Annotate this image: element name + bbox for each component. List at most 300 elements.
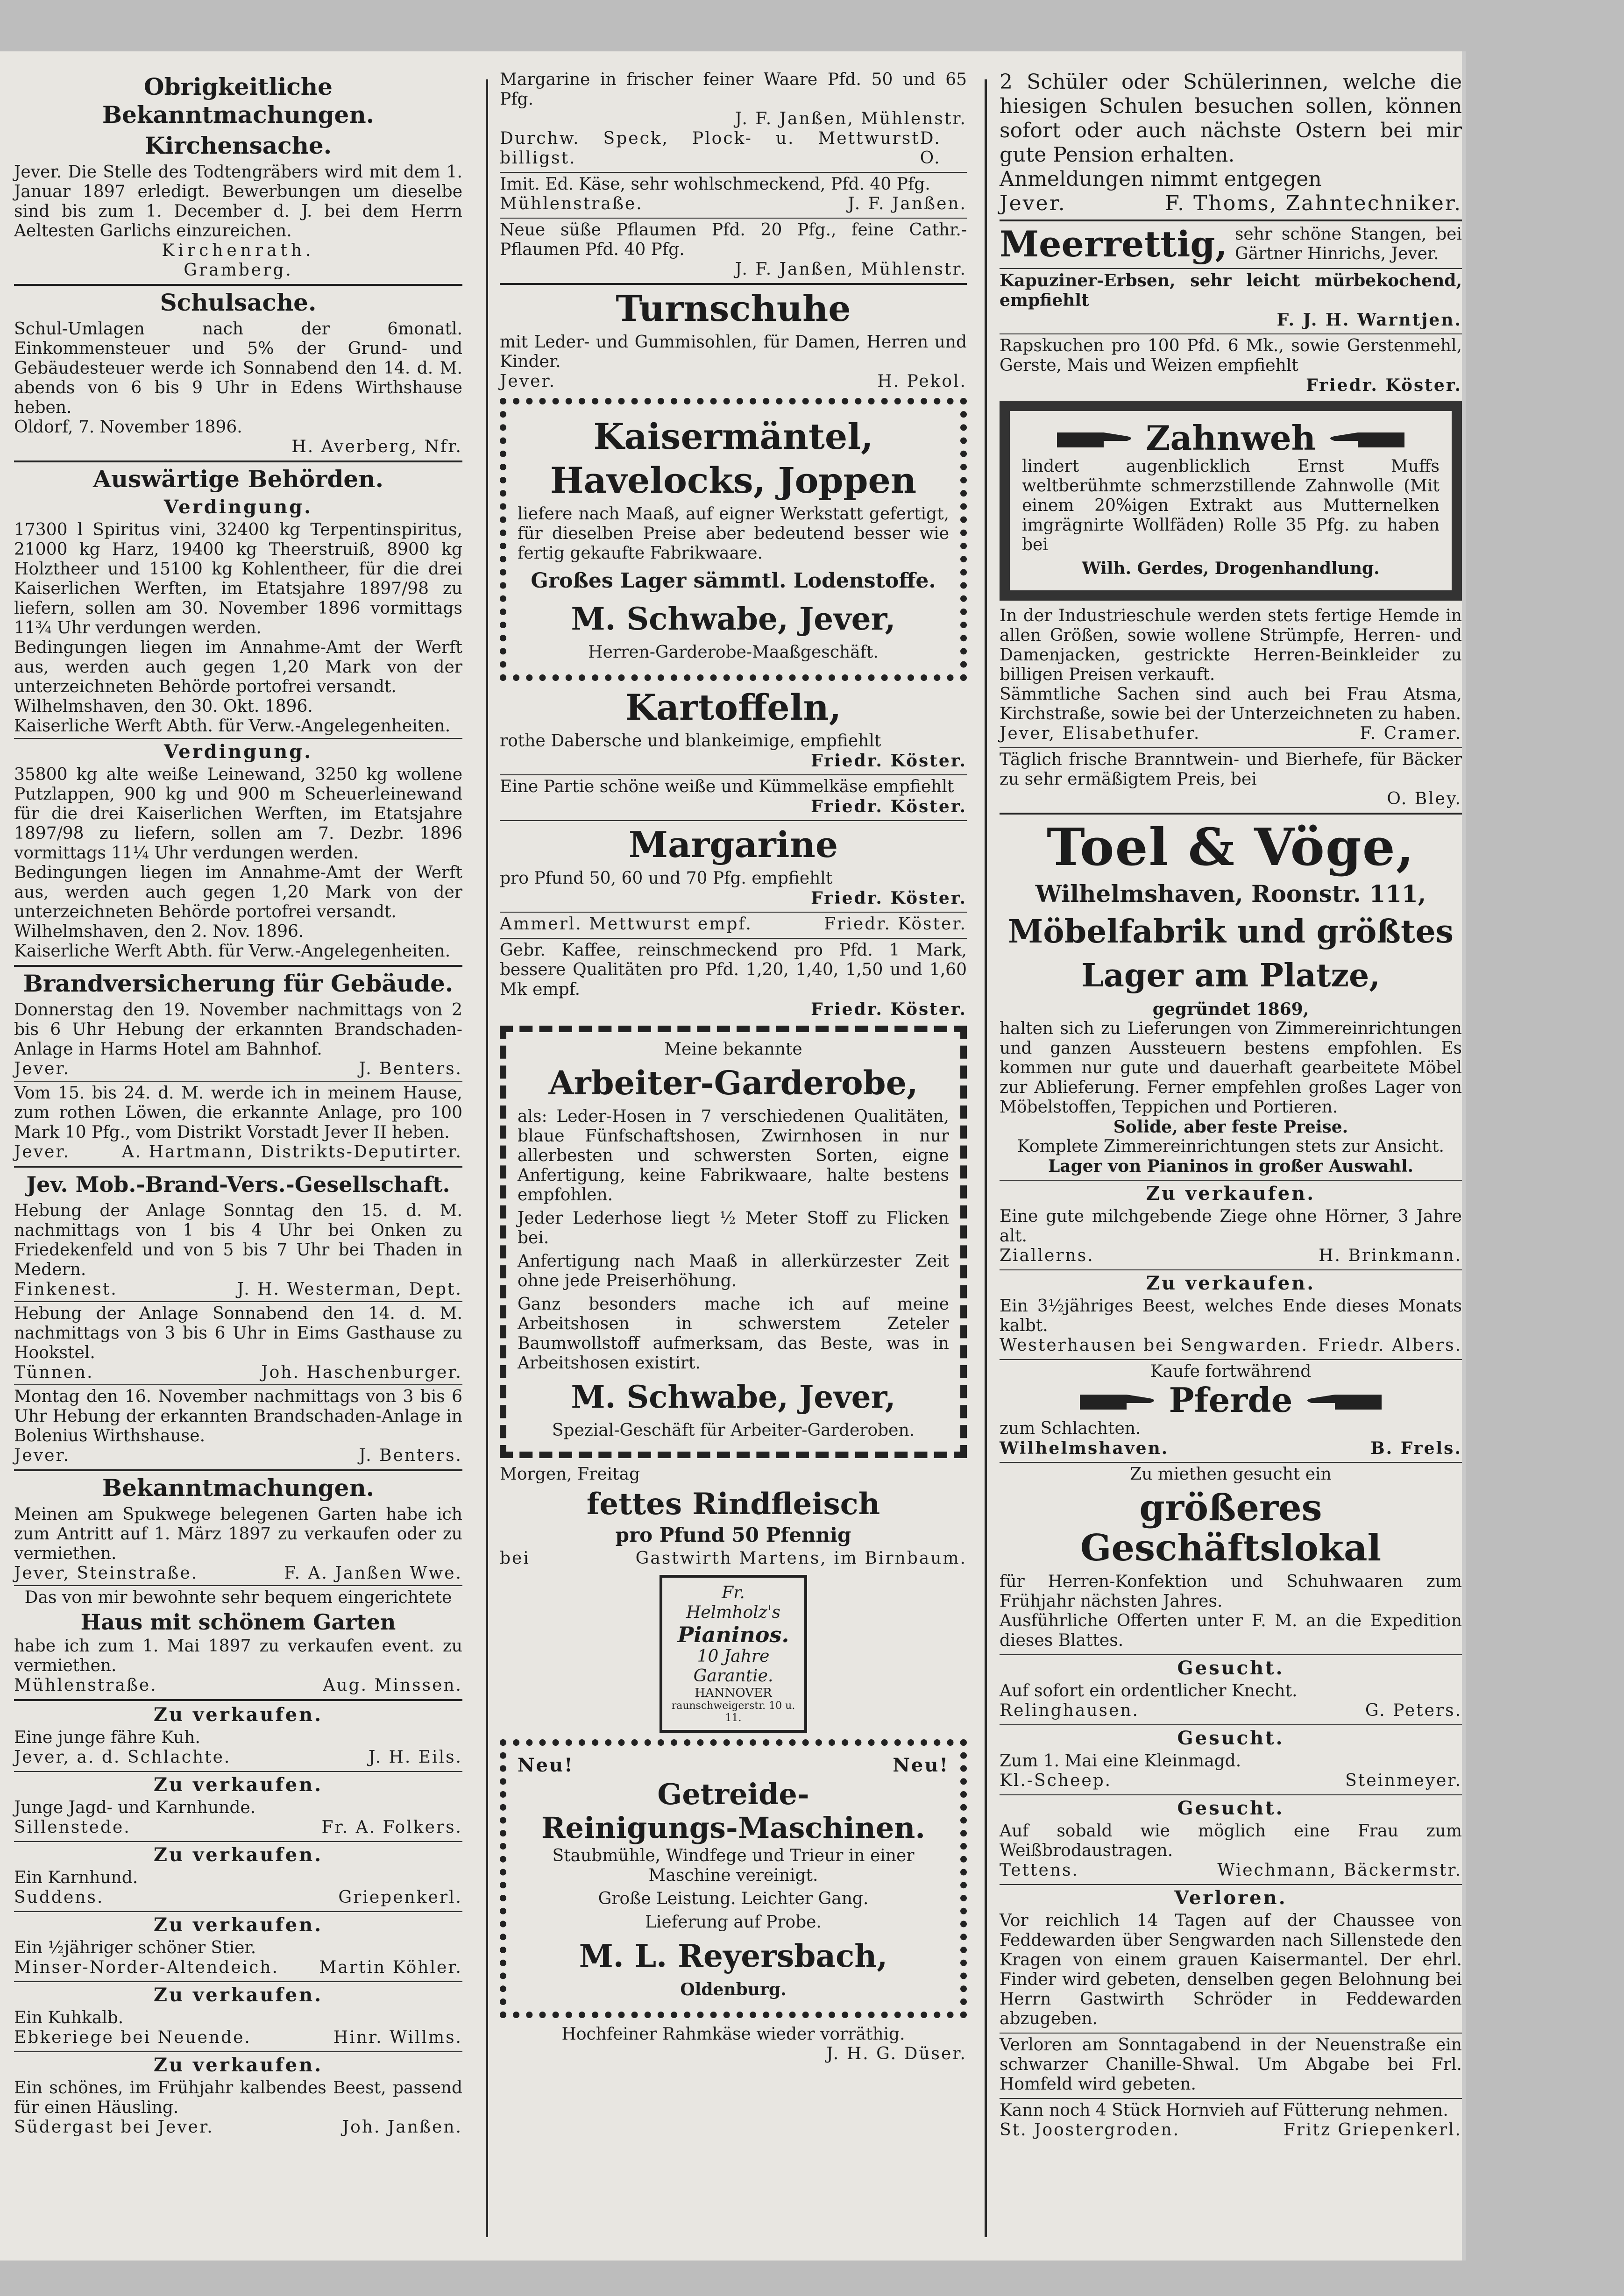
ad-title: Kaisermäntel, — [593, 416, 873, 457]
ad-title: Reinigungs-Maschinen. — [541, 1811, 925, 1845]
sig-name: Friedr. Köster. — [824, 914, 967, 934]
ad-verloren — [1000, 1887, 1462, 2029]
sig-place: Tettens. — [1000, 1861, 1079, 1880]
ad-title: Zu verkaufen. — [153, 1704, 323, 1726]
ad-text: halten sich zu Lieferungen von Zimmereinrichtungen und ganzen Aussteuern bestens empfohlen. Es kommen nur gute und dauerhaft gearbeitete Möbel zur Ablieferung. Ferner empfehlen großes Lager von Möbelstoffen, Teppichen und Portieren. — [1000, 1019, 1462, 1117]
ad-text: Jever. Die Stelle des Todtengräbers wird mit dem 1. Januar 1897 erledigt. Bewerbungen um dieselbe sind bis zum 1. December d. J. bei dem Herrn Aeltesten Garlichs einzureichen. — [14, 163, 462, 241]
ad-text: Jeder Lederhose liegt ½ Meter Stoff zu Flicken bei. — [518, 1209, 949, 1247]
divider — [1000, 1794, 1462, 1795]
ad-text: Rapskuchen pro 100 Pfd. 6 Mk., sowie Gerstenmehl, Gerste, Mais und Weizen empfiehlt — [1000, 336, 1462, 375]
ad-text: Bedingungen liegen im Annahme-Amt der Werft aus, werden auch gegen 1,20 Mark von der unterzeichneten Behörde portofrei versandt. — [14, 863, 462, 921]
ad-bekanntmachungen — [14, 1474, 462, 1695]
ad-signature — [14, 2118, 462, 2137]
ad-signature — [14, 1748, 462, 1767]
ad-city: Oldenburg. — [680, 1980, 787, 1999]
sig-name: Fr. A. Folkers. — [321, 1818, 462, 1837]
ad-gesucht-frau — [1000, 1797, 1462, 1880]
divider — [14, 1841, 462, 1842]
ad-text: Sämmtliche Sachen sind auch bei Frau Atsma, Kirchstraße, sowie bei der Unterzeichneten zu haben. — [1000, 685, 1462, 723]
ad-signature: O. Bley. — [1387, 789, 1462, 808]
ad-text: 2 Schüler oder Schülerinnen, welche die hiesigen Schulen besuchen sollen, können sofort oder auch nächste Ostern bei mir gute Pension erhalten. — [1000, 70, 1462, 167]
ad-firm: M. Schwabe, Jever, — [571, 1379, 896, 1415]
divider — [14, 1771, 462, 1772]
column-3 — [1000, 70, 1462, 2144]
ad-schulsache — [14, 289, 462, 457]
ad-text: Hebung der Anlage Sonnabend den 14. d. M. nachmittags von 3 bis 6 Uhr in Eims Gasthause zu Hookstel. — [14, 1304, 462, 1362]
ad-zu-verkaufen — [14, 1984, 462, 2048]
ad-text: als: Leder-Hosen in 7 verschiedenen Qualitäten, blaue Fünfschaftshosen, Zwirnhosen in nur allerbesten und schwersten Sorten, eigne Anfertigung, keine Fabrikwaare, halte bestens empfohlen. — [518, 1107, 949, 1205]
ad-meerrettig — [1000, 224, 1462, 264]
sig-place: Jever, a. d. Schlachte. — [14, 1748, 231, 1767]
ad-firm: M. L. Reyersbach, — [579, 1938, 888, 1974]
ad-kaese — [500, 175, 967, 214]
ad-badges — [518, 1754, 949, 1776]
ad-text: Ein ½jähriger schöner Stier. — [14, 1938, 256, 1957]
ad-signature — [14, 1280, 462, 1299]
ad-text: Durchw. Speck, Plock- u. Mettwurst billigst. — [500, 129, 920, 168]
sig-place: bei — [500, 1549, 530, 1568]
ad-text: Gebr. Kaffee, reinschmeckend pro Pfd. 1 Mark, bessere Qualitäten pro Pfd. 1,20, 1,40, 1,50 und 1,60 Mk empf. — [500, 941, 967, 999]
divider — [1000, 1724, 1462, 1725]
pointing-hand-icon — [1302, 1386, 1382, 1414]
ad-mettwurst — [500, 914, 967, 934]
ad-signature — [1000, 1336, 1462, 1355]
sig-name: H. Brinkmann. — [1319, 1246, 1462, 1265]
new-badge: Neu! — [518, 1754, 574, 1776]
ad-signature: J. H. G. Düser. — [826, 2044, 967, 2063]
ad-pferde — [1000, 1362, 1462, 1458]
ad-kaffee — [500, 941, 967, 1019]
divider — [14, 1081, 462, 1082]
ad-partie — [500, 777, 967, 816]
divider — [500, 172, 967, 173]
ad-subtitle: pro Pfund 50 Pfennig — [615, 1524, 851, 1546]
ad-signature: J. F. Janßen, Mühlenstr. — [735, 109, 967, 128]
ad-text: rothe Dabersche und blankeimige, empfiehlt — [500, 731, 881, 751]
ad-title: Pferde — [1169, 1380, 1293, 1420]
ad-subtitle: Spezial-Geschäft für Arbeiter-Garderoben. — [552, 1421, 915, 1440]
ad-text: Das von mir bewohnte sehr bequem eingerichtete — [24, 1588, 452, 1607]
divider — [1000, 2098, 1462, 2099]
ad-text: liefere nach Maaß, auf eigner Werkstatt gefertigt, für dieselben Preise aber bedeutend besser wie fertig gekaufte Fabrikwaare. — [518, 504, 949, 563]
ad-title: Gesucht. — [1177, 1797, 1284, 1819]
ad-text: 10 Jahre — [697, 1647, 770, 1666]
ad-text: für Herren-Konfektion und Schuhwaaren zum Frühjahr nächsten Jahres. — [1000, 1572, 1462, 1611]
ad-title: Zu verkaufen. — [153, 1774, 323, 1796]
ad-title: Pianinos. — [677, 1622, 789, 1647]
ad-title: Zu verkaufen. — [153, 1844, 323, 1866]
ad-rindfleisch — [500, 1465, 967, 1568]
ad-title: Arbeiter-Garderobe, — [548, 1063, 918, 1102]
ad-signature: Friedr. Köster. — [811, 999, 967, 1019]
ad-rapskuchen — [1000, 336, 1462, 395]
divider — [14, 1301, 462, 1302]
sig-name: H. Pekol. — [877, 372, 967, 391]
ad-text: Bedingungen liegen im Annahme-Amt der Werft aus, werden auch gegen 1,20 Mark von der unterzeichneten Behörde portofrei versandt. — [14, 638, 462, 696]
pointing-hand-icon — [1057, 424, 1136, 452]
ad-zu-verkaufen — [14, 1774, 462, 1837]
ad-signature — [1000, 1771, 1462, 1791]
ad-signature: Kaiserliche Werft Abth. für Verw.-Angelegenheiten. — [14, 716, 451, 736]
ad-geschaeftslokal — [1000, 1465, 1462, 1651]
ad-text: In der Industrieschule werden stets fertige Hemde in allen Größen, sowie wollene Strümpfe, Herren- und Damenjacken, gestrickte Herren-Beinkleider zu billigen Preisen verkauft. — [1000, 606, 1462, 684]
sig-place: Suddens. — [14, 1888, 104, 1907]
sig-name: J. H. Eils. — [368, 1748, 462, 1767]
ad-text: Komplete Zimmereinrichtungen stets zur Ansicht. — [1017, 1137, 1444, 1156]
ad-title: Getreide- — [657, 1777, 809, 1811]
sig-name: Wiechmann, Bäckermstr. — [1217, 1861, 1462, 1880]
ad-pflaumen — [500, 220, 967, 279]
sig-name: Joh. Janßen. — [342, 2118, 462, 2137]
ad-auswaertige — [14, 465, 462, 961]
ad-text: Garantie. — [693, 1666, 773, 1686]
sig-name: Joh. Haschenburger. — [261, 1363, 462, 1382]
ad-title: Verdingung. — [163, 496, 313, 518]
ad-text: Ein schönes, im Frühjahr kalbendes Beest, passend für einen Häusling. — [14, 2078, 462, 2117]
ad-text: Neue süße Pflaumen Pfd. 20 Pfg., feine Cathr.-Pflaumen Pfd. 40 Pfg. — [500, 220, 967, 259]
divider — [14, 1166, 462, 1168]
sig-name: F. A. Janßen Wwe. — [284, 1564, 462, 1583]
ad-text: Margarine in frischer feiner Waare Pfd. 50 und 65 Pfg. — [500, 70, 967, 109]
ad-text: Donnerstag den 19. November nachmittags von 2 bis 6 Uhr Hebung der erkannten Brandschaden-Anlage in Harms Hotel am Bahnhof. — [14, 1000, 462, 1059]
ad-subtitle: Großes Lager sämmtl. Lodenstoffe. — [531, 569, 936, 593]
ad-text: Ganz besonders mache ich auf meine Arbeitshosen in schwerstem Zeteler Baumwollstoff aufmerksam, das Beste, was in Arbeitshosen existirt. — [518, 1295, 949, 1373]
ad-pretitle: Fr. — [722, 1583, 745, 1602]
ad-text: Junge Jagd- und Karnhunde. — [14, 1798, 256, 1817]
ad-title: Zu verkaufen. — [1146, 1183, 1316, 1205]
ad-pretitle: Meine bekannte — [664, 1040, 802, 1059]
divider — [14, 1699, 462, 1701]
divider — [14, 284, 462, 286]
ad-title: Verloren. — [1174, 1887, 1287, 1909]
ad-verloren-shwal — [1000, 2035, 1462, 2094]
sig-place: Mühlenstraße. — [500, 194, 643, 213]
ad-ziege — [1000, 1183, 1462, 1266]
ad-kaisermaentel — [500, 398, 967, 681]
ad-text: sehr schöne Stangen, bei Gärtner Hinrichs, Jever. — [1234, 225, 1462, 263]
ad-toel-voege — [1000, 819, 1462, 1176]
sig-place: Jever. — [1000, 191, 1066, 215]
divider — [500, 820, 967, 821]
sig-name: G. Peters. — [1365, 1701, 1462, 1720]
sig-name: F. Cramer. — [1360, 724, 1462, 743]
ad-signature — [14, 1564, 462, 1583]
ad-title: Zahnweh — [1145, 418, 1316, 458]
ad-text: Eine Partie schöne weiße und Kümmelkäse empfiehlt — [500, 777, 954, 796]
ad-text: Anfertigung nach Maaß in allerkürzester Zeit ohne jede Preiserhöhung. — [518, 1252, 949, 1290]
ad-text: Eine gute milchgebende Ziege ohne Hörner, 3 Jahre alt. — [1000, 1207, 1462, 1246]
ad-title: Jev. Mob.-Brand-Vers.-Gesellschaft. — [26, 1172, 450, 1197]
ad-zu-verkaufen — [14, 1914, 462, 1977]
ad-gesucht-knecht — [1000, 1657, 1462, 1721]
ad-text: Auf sofort ein ordentlicher Knecht. — [1000, 1681, 1298, 1701]
section-heading: Auswärtige Behörden. — [93, 465, 383, 493]
divider — [500, 283, 967, 285]
sig-place: Relinghausen. — [1000, 1701, 1139, 1720]
ad-kartoffeln — [500, 687, 967, 771]
ad-signature: H. Averberg, Nfr. — [291, 437, 462, 456]
divider — [1000, 813, 1462, 815]
sig-place: Jever, Elisabethufer. — [1000, 724, 1201, 743]
ad-zu-verkaufen — [14, 2054, 462, 2137]
ad-title: Brandversicherung für Gebäude. — [23, 970, 454, 997]
ad-text: zum Schlachten. — [1000, 1419, 1141, 1438]
sig-place: Jever. — [14, 1142, 71, 1162]
divider — [14, 1911, 462, 1912]
divider — [14, 1585, 462, 1586]
ad-text: Hochfeiner Rahmkäse wieder vorräthig. — [561, 2025, 905, 2044]
ad-title-row — [1022, 419, 1440, 457]
ad-pension — [1000, 70, 1462, 216]
ad-margarine — [500, 825, 967, 908]
ad-text: Vom 15. bis 24. d. M. werde ich in meinem Hause, zum rothen Löwen, die erkannte Anlage, pro 100 Mark 10 Pfg., vom Distrikt Vorstadt Jever II heben. — [14, 1084, 462, 1142]
ad-subtitle: Herren-Garderobe-Maaßgeschäft. — [588, 643, 879, 662]
ad-line — [500, 129, 967, 168]
divider — [14, 1981, 462, 1982]
sig-name: Martin Köhler. — [319, 1958, 462, 1977]
sig-place: Kl.-Scheep. — [1000, 1771, 1112, 1790]
sig-place: Tünnen. — [14, 1363, 94, 1382]
ad-year: gegründet 1869, — [1152, 999, 1309, 1019]
ad-signature — [1000, 1861, 1462, 1880]
ad-zahnweh — [1000, 401, 1462, 601]
ad-signature: Friedr. Köster. — [1306, 376, 1462, 395]
ad-signature — [500, 194, 967, 214]
pointing-hand-icon — [1080, 1386, 1159, 1414]
ad-arbeiter-garderobe — [500, 1026, 967, 1458]
sig-place: Westerhausen bei Sengwarden. — [1000, 1336, 1309, 1355]
ad-signature: Friedr. Köster. — [811, 751, 967, 771]
ad-title: Schulsache. — [160, 289, 317, 316]
ad-turnschuhe — [500, 289, 967, 391]
ad-signature — [14, 1676, 462, 1695]
ad-zu-verkaufen — [14, 1704, 462, 1767]
ad-text: Kapuziner-Erbsen, sehr leicht mürbekochend, empfiehlt — [1000, 271, 1462, 310]
ad-title: Kirchensache. — [144, 132, 332, 159]
ad-signature: Kaiserliche Werft Abth. für Verw.-Angelegenheiten. — [14, 942, 451, 961]
ad-signature: Wilh. Gerdes, Drogenhandlung. — [1082, 559, 1380, 578]
ad-text: Zum 1. Mai eine Kleinmagd. — [1000, 1751, 1241, 1771]
sig-name: J. F. Janßen. — [848, 194, 967, 213]
sig-name: J. Benters. — [359, 1446, 462, 1465]
ad-text: lindert augenblicklich Ernst Muffs weltberühmte schmerzstillende Zahnwolle (Mit einem 20%igen Extrakt aus Mutternelken imgrägnirte Wollfäden) Rolle 35 Pfg. zu haben bei — [1022, 457, 1440, 554]
column-2 — [500, 70, 967, 2068]
ad-text: Ein 3½jähriges Beest, welches Ende dieses Monats kalbt. — [1000, 1297, 1462, 1335]
ad-text: Eine junge fähre Kuh. — [14, 1728, 200, 1747]
ad-text: mit Leder- und Gummisohlen, für Damen, Herren und Kinder. — [500, 333, 967, 371]
ad-signature — [14, 1888, 462, 1907]
ad-title: Gesucht. — [1177, 1657, 1284, 1679]
divider — [1000, 1654, 1462, 1655]
ad-signature — [14, 1363, 462, 1382]
ad-text: pro Pfund 50, 60 und 70 Pfg. empfiehlt — [500, 869, 833, 888]
ad-brandversicherung — [14, 970, 462, 1162]
ad-text: Kann noch 4 Stück Hornvieh auf Fütterung nehmen. — [1000, 2101, 1448, 2120]
ad-signature: Friedr. Köster. — [811, 797, 967, 816]
ad-signature — [14, 1818, 462, 1837]
sig-place: Ziallerns. — [1000, 1246, 1094, 1265]
divider — [500, 938, 967, 939]
sig-place: Jever. — [500, 372, 556, 391]
ad-title: Havelocks, Joppen — [550, 460, 917, 501]
ad-text: Schul-Umlagen nach der 6monatl. Einkommensteuer und 5% der Grund- und Gebäudesteuer werde ich Sonnabend den 14. d. M. abends von 6 bis 9 Uhr in Edens Wirthshause heben. — [14, 319, 462, 417]
sig-place: Jever. — [14, 1446, 71, 1465]
sig-name: Hinr. Willms. — [333, 2028, 462, 2047]
sig-name: A. Hartmann, Distrikts-Deputirter. — [121, 1142, 462, 1162]
ad-signature: Gramberg. — [184, 261, 293, 280]
ad-signature — [14, 1446, 462, 1466]
divider — [1000, 2033, 1462, 2034]
ad-signature: J. F. Janßen, Mühlenstr. — [735, 260, 967, 279]
divider — [1000, 1359, 1462, 1360]
divider — [1000, 333, 1462, 334]
divider — [500, 218, 967, 219]
ad-title-row — [1000, 1382, 1462, 1419]
ad-title: Toel & Vöge, — [1046, 817, 1415, 877]
ad-title: Verdingung. — [163, 741, 313, 763]
sig-name: Gastwirth Martens, im Birnbaum. — [635, 1549, 967, 1568]
divider — [1000, 1269, 1462, 1270]
ad-text: Hebung der Anlage Sonntag den 15. d. M. nachmittags von 1 bis 4 Uhr bei Onken zu Friedekenfeld und von 5 bis 7 Uhr bei Thaden in Medern. — [14, 1201, 462, 1279]
ad-title: Zu verkaufen. — [153, 1914, 323, 1936]
ad-signature — [14, 1958, 462, 1977]
ad-place: Oldorf, 7. November 1896. — [14, 418, 242, 437]
divider — [1000, 220, 1462, 221]
sig-place: Sillenstede. — [14, 1818, 131, 1837]
ad-text: Staubmühle, Windfege und Trieur in einer Maschine vereinigt. — [552, 1846, 915, 1885]
ad-pretitle: Morgen, Freitag — [500, 1465, 640, 1484]
column-rule — [985, 79, 987, 2237]
sig-name: J. Benters. — [359, 1059, 462, 1078]
sig-place: Mühlenstraße. — [14, 1676, 157, 1695]
column-1 — [14, 70, 462, 2141]
ad-text: Ammerl. Mettwurst empf. — [500, 914, 752, 934]
ad-subtitle: Möbelfabrik und größtes — [1007, 913, 1454, 950]
ad-firm: M. Schwabe, Jever, — [571, 601, 896, 637]
ad-text: Anmeldungen nimmt entgegen — [1000, 167, 1322, 191]
newspaper-page — [0, 51, 1462, 2261]
divider — [14, 738, 462, 739]
ad-title: Zu verkaufen. — [153, 2054, 323, 2076]
sig-name: D. O. — [920, 129, 941, 168]
ad-kirchensache — [14, 132, 462, 280]
section-heading: Obrigkeitliche Bekanntmachungen. — [102, 73, 375, 128]
ad-text: Lager von Pianinos in großer Auswahl. — [1048, 1156, 1414, 1176]
ad-city: HANNOVER — [695, 1686, 772, 1700]
ad-zu-verkaufen — [14, 1844, 462, 1907]
ad-text: Ausführliche Offerten unter F. M. an die Expedition dieses Blattes. — [1000, 1611, 1462, 1650]
ad-text: Ein Kuhkalb. — [14, 2008, 124, 2027]
ad-signature — [14, 1142, 462, 1162]
ad-title: Zu verkaufen. — [1146, 1272, 1316, 1294]
ad-text: Meinen am Spukwege belegenen Garten habe ich zum Antritt auf 1. März 1897 zu verkaufen oder zu vermiethen. — [14, 1505, 462, 1563]
ad-getreide — [500, 1739, 967, 2018]
sig-name: Steinmeyer. — [1345, 1771, 1462, 1790]
ad-signature: F. J. H. Warntjen. — [1277, 310, 1462, 330]
ad-text: Vor reichlich 14 Tagen auf der Chaussee von Feddewarden über Sengwarden nach Sillenstede den Kragen von einem grauen Kaisermantel. Der ehrl. Finder wird gebeten, denselben gegen Belohnung bei Herrn Gastwirth Schröder in Feddewarden abzugeben. — [1000, 1911, 1462, 2028]
ad-title: Kartoffeln, — [625, 687, 842, 728]
sig-place: Wilhelmshaven. — [1000, 1439, 1169, 1458]
ad-subtitle: Lager am Platze, — [1081, 957, 1380, 994]
ad-beest — [1000, 1272, 1462, 1355]
ad-industrieschule — [1000, 606, 1462, 744]
ad-text: Solide, aber feste Preise. — [1113, 1117, 1348, 1137]
ad-signature — [1000, 2120, 1462, 2140]
sig-name: Aug. Minssen. — [323, 1676, 462, 1695]
ad-text: habe ich zum 1. Mai 1897 zu verkaufen event. zu vermiethen. — [14, 1637, 462, 1675]
sig-place: Finkenest. — [14, 1280, 118, 1299]
ad-signature — [1000, 1439, 1462, 1458]
sig-name: Fritz Griepenkerl. — [1283, 2120, 1462, 2140]
ad-title: Turnschuhe — [616, 288, 851, 329]
ad-text: Täglich frische Branntwein- und Bierhefe, für Bäcker zu sehr ermäßigtem Preis, bei — [1000, 750, 1462, 789]
ad-title: fettes Rindfleisch — [586, 1487, 880, 1522]
divider — [1000, 1462, 1462, 1463]
ad-place: Wilhelmshaven, den 30. Okt. 1896. — [14, 697, 313, 716]
divider — [14, 965, 462, 967]
ad-address: Wilhelmshaven, Roonstr. 111, — [1035, 880, 1426, 907]
ad-title: Margarine — [628, 824, 838, 865]
divider — [14, 2051, 462, 2052]
ad-place: Wilhelmshaven, den 2. Nov. 1896. — [14, 922, 304, 941]
ad-brand: Helmholz's — [686, 1603, 781, 1622]
sig-name: Friedr. Albers. — [1318, 1336, 1462, 1355]
ad-signature — [14, 2028, 462, 2048]
ad-signature: Friedr. Köster. — [811, 888, 967, 908]
ad-rahmkaese — [500, 2025, 967, 2064]
sig-name: B. Frels. — [1370, 1439, 1462, 1458]
ad-title: Zu verkaufen. — [153, 1984, 323, 2006]
ad-gesucht-magd — [1000, 1727, 1462, 1791]
sig-place: Jever, Steinstraße. — [14, 1564, 199, 1583]
ad-mobiliar — [14, 1170, 462, 1466]
ad-text: Ein Karnhund. — [14, 1868, 138, 1887]
ad-hefe — [1000, 750, 1462, 809]
sig-place: Jever. — [14, 1059, 71, 1078]
divider — [14, 1469, 462, 1471]
ad-pianinos — [660, 1575, 807, 1733]
ad-title: Meerrettig, — [1000, 223, 1227, 265]
ad-signature — [500, 372, 967, 391]
divider — [500, 774, 967, 775]
divider — [500, 912, 967, 913]
ad-text: 35800 kg alte weiße Leinewand, 3250 kg wollene Putzlappen, 900 kg und 900 m Scheuerleinewand für die drei Kaiserlichen Werften, im Etatsjahre 1897/98 zu liefern, sollen am 7. Dezbr. 1896 vormittags 11¼ Uhr verdungen werden. — [14, 765, 462, 863]
ad-text: Lieferung auf Probe. — [645, 1913, 822, 1932]
ad-title: Gesucht. — [1177, 1727, 1284, 1749]
ad-title: Haus mit schönem Garten — [80, 1609, 396, 1635]
ad-margarine-janssen — [500, 70, 967, 168]
divider — [1000, 268, 1462, 269]
divider — [14, 461, 462, 462]
ad-pretitle: Kaufe fortwährend — [1150, 1362, 1312, 1381]
ad-text: 17300 l Spiritus vini, 32400 kg Terpentinspiritus, 21000 kg Harz, 19400 kg Theerstruiß, 8900 kg Holztheer und 15100 kg Kohlentheer, für die drei Kaiserlichen Werften, im Etatsjahre 1897/98 zu liefern, sollen am 30. November 1896 vormittags 11¾ Uhr verdungen werden. — [14, 520, 462, 638]
sig-place: Südergast bei Jever. — [14, 2118, 214, 2137]
ad-hornvieh — [1000, 2101, 1462, 2140]
ad-signature — [1000, 1246, 1462, 1266]
ad-signature — [500, 1549, 967, 1568]
ad-text: Verloren am Sonntagabend in der Neuenstraße ein schwarzer Chanille-Shwal. Um Abgabe bei Frl. Homfeld wird gebeten. — [1000, 2035, 1462, 2094]
sig-place: St. Joostergroden. — [1000, 2120, 1180, 2140]
divider — [1000, 747, 1462, 748]
ad-signature — [1000, 724, 1462, 744]
ad-signature — [14, 1059, 462, 1079]
ad-signature — [1000, 191, 1462, 216]
divider — [1000, 1180, 1462, 1181]
ad-text: Imit. Ed. Käse, sehr wohlschmeckend, Pfd. 40 Pfg. — [500, 175, 930, 194]
divider — [1000, 1884, 1462, 1885]
ad-title: größeres Geschäftslokal — [1080, 1487, 1382, 1569]
sig-name: Griepenkerl. — [338, 1888, 462, 1907]
